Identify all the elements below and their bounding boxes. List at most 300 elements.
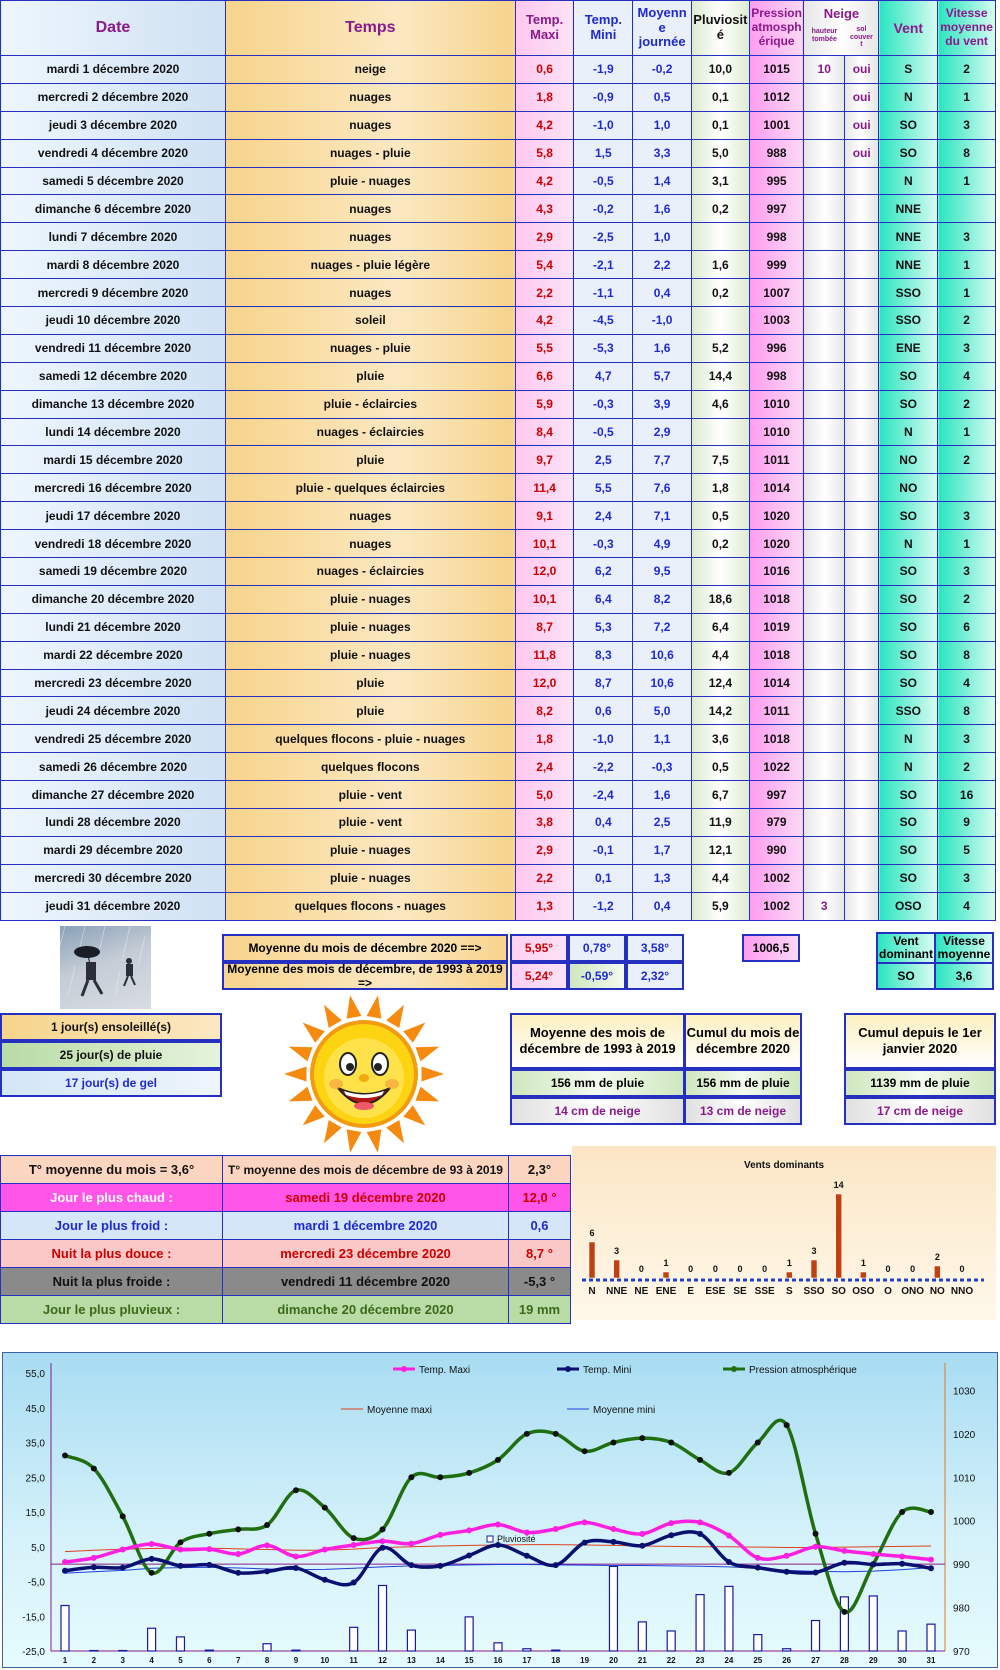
cell-neige-hauteur [804, 167, 845, 195]
cell-temp-min: -1,1 [574, 279, 633, 307]
cell-neige-hauteur [804, 836, 845, 864]
cell-neige-hauteur [804, 669, 845, 697]
cell-temp-moyenne: 1,0 [633, 223, 692, 251]
cell-neige-hauteur [804, 279, 845, 307]
series-point-pression [524, 1431, 530, 1437]
smiling-sun-illustration [282, 992, 446, 1156]
series-point-temp-mini [610, 1539, 616, 1545]
cell-pluviosite: 0,5 [692, 753, 750, 781]
jours-de-gel: 17 jour(s) de gel [0, 1069, 222, 1097]
rain-bar [869, 1596, 877, 1651]
cell-temps: pluie [225, 362, 515, 390]
cell-temp-min: -0,5 [574, 167, 633, 195]
moyenne-mois-min: 0,78° [568, 934, 626, 962]
cell-vitesse: 1 [938, 83, 996, 111]
cell-temp-max: 5,4 [515, 251, 574, 279]
series-point-temp-mini [264, 1568, 270, 1574]
header-vent: Vent [879, 1, 938, 56]
cell-neige-sol [844, 530, 878, 558]
series-point-pression [784, 1422, 790, 1428]
series-point-temp-mini [293, 1565, 299, 1571]
rain-bar [148, 1628, 156, 1651]
cell-temp-min: 5,5 [574, 474, 633, 502]
cell-pression: 1018 [749, 641, 804, 669]
cell-date: mercredi 16 décembre 2020 [1, 474, 226, 502]
x-tick-label: 8 [265, 1656, 270, 1665]
cell-temp-moyenne: 5,7 [633, 362, 692, 390]
wind-category-label: NO [930, 1286, 945, 1297]
cell-date: jeudi 17 décembre 2020 [1, 502, 226, 530]
cell-vitesse: 3 [938, 334, 996, 362]
cell-vitesse: 3 [938, 558, 996, 586]
rain-bar [407, 1630, 415, 1651]
cell-temp-min: -0,5 [574, 418, 633, 446]
cell-temp-max: 9,7 [515, 446, 574, 474]
series-point-pression [408, 1474, 414, 1480]
cell-neige-hauteur: 10 [804, 56, 845, 84]
moyenne-historique-max: 5,24° [510, 962, 568, 990]
wind-bar [811, 1260, 817, 1278]
cell-temp-min: -1,9 [574, 56, 633, 84]
series-point-temp-maxi [408, 1541, 414, 1547]
series-point-temp-mini [639, 1543, 645, 1549]
series-point-temp-maxi [553, 1526, 559, 1532]
x-tick-label: 19 [580, 1656, 589, 1665]
table-row [1, 669, 996, 697]
series-point-temp-mini [62, 1568, 68, 1574]
cell-pression: 1018 [749, 725, 804, 753]
cell-vitesse: 1 [938, 418, 996, 446]
wind-bar [786, 1272, 792, 1278]
cell-pression: 1002 [749, 892, 804, 920]
cell-neige-sol [844, 362, 878, 390]
wind-bar [663, 1272, 669, 1278]
wind-category-label: SE [733, 1286, 747, 1297]
cell-temp-moyenne: 1,4 [633, 167, 692, 195]
cell-temp-moyenne: 0,4 [633, 892, 692, 920]
moyenne-historique-label: Moyenne des mois de décembre, de 1993 à 2019 => [222, 962, 508, 990]
series-point-temp-mini [91, 1564, 97, 1570]
cell-neige-sol: oui [844, 83, 878, 111]
record-row [1, 1268, 571, 1296]
cell-temp-max: 4,2 [515, 111, 574, 139]
cell-date: lundi 14 décembre 2020 [1, 418, 226, 446]
cell-pression: 996 [749, 334, 804, 362]
x-tick-label: 14 [436, 1656, 445, 1665]
rain-bar [61, 1606, 69, 1651]
moyenne-historique-moy: 2,32° [626, 962, 684, 990]
table-row [1, 641, 996, 669]
series-point-temp-maxi [351, 1542, 357, 1548]
y-right-tick-label: 1020 [953, 1430, 976, 1441]
cell-pression: 1011 [749, 446, 804, 474]
wind-bar-label: 0 [688, 1264, 693, 1274]
table-row [1, 809, 996, 837]
wind-bar-label: 3 [811, 1246, 816, 1256]
cell-vitesse: 1 [938, 167, 996, 195]
cell-temp-moyenne: -1,0 [633, 307, 692, 335]
series-point-temp-maxi [639, 1531, 645, 1537]
cell-temp-moyenne: 9,5 [633, 558, 692, 586]
wind-category-label: SO [831, 1286, 846, 1297]
cell-temp-max: 8,2 [515, 697, 574, 725]
cell-pression: 1014 [749, 474, 804, 502]
cell-date: vendredi 18 décembre 2020 [1, 530, 226, 558]
wind-bar [614, 1260, 620, 1278]
y-left-tick-label: 5,0 [31, 1543, 45, 1554]
cell-temp-min: -2,2 [574, 753, 633, 781]
cell-temps: pluie - nuages [225, 585, 515, 613]
header-date: Date [1, 1, 226, 56]
cell-neige-hauteur [804, 362, 845, 390]
cell-neige-hauteur [804, 223, 845, 251]
cell-temps: nuages [225, 279, 515, 307]
cell-vitesse: 8 [938, 697, 996, 725]
cell-pression: 1002 [749, 864, 804, 892]
y-right-tick-label: 1010 [953, 1473, 976, 1484]
cell-temps: nuages - pluie légère [225, 251, 515, 279]
cell-neige-hauteur [804, 725, 845, 753]
cell-pluviosite: 4,6 [692, 390, 750, 418]
cell-vitesse: 1 [938, 279, 996, 307]
cell-pluviosite: 7,5 [692, 446, 750, 474]
cell-vent: SO [879, 558, 938, 586]
table-row [1, 251, 996, 279]
wind-bar-label: 0 [713, 1264, 718, 1274]
wind-bar-label: 0 [762, 1264, 767, 1274]
series-point-pression [495, 1457, 501, 1463]
series-point-temp-mini [697, 1531, 703, 1537]
cell-vitesse: 2 [938, 307, 996, 335]
wind-category-label: ENE [656, 1286, 677, 1297]
cell-neige-sol [844, 781, 878, 809]
cell-neige-sol [844, 725, 878, 753]
cell-neige-hauteur [804, 781, 845, 809]
rain-bar [609, 1566, 617, 1651]
series-point-pression [177, 1539, 183, 1545]
cell-temp-max: 11,8 [515, 641, 574, 669]
cell-temp-moyenne: 1,1 [633, 725, 692, 753]
cell-vent: SO [879, 613, 938, 641]
cell-temps: pluie - nuages [225, 864, 515, 892]
record-value: mercredi 23 décembre 2020 [223, 1240, 509, 1268]
cell-vent: NO [879, 446, 938, 474]
cell-neige-hauteur [804, 641, 845, 669]
series-point-temp-maxi [62, 1559, 68, 1565]
rain-bar [465, 1617, 473, 1651]
series-point-temp-maxi [726, 1533, 732, 1539]
cell-neige-sol [844, 809, 878, 837]
series-point-temp-maxi [149, 1541, 155, 1547]
cell-pluviosite: 10,0 [692, 56, 750, 84]
temperature-pressure-chart [2, 1352, 998, 1668]
record-label: Nuit la plus froide : [1, 1268, 223, 1296]
cell-temp-max: 2,9 [515, 836, 574, 864]
wind-category-label: ONO [901, 1286, 924, 1297]
cell-neige-sol [844, 558, 878, 586]
cell-temp-moyenne: 8,2 [633, 585, 692, 613]
series-point-pression [755, 1440, 761, 1446]
cell-date: mardi 1 décembre 2020 [1, 56, 226, 84]
header-temp-min: Temp. Mini [574, 1, 633, 56]
cell-vitesse: 3 [938, 223, 996, 251]
legend-label: Moyenne mini [593, 1405, 655, 1416]
cell-vent: N [879, 418, 938, 446]
cell-temp-max: 12,0 [515, 669, 574, 697]
cell-pression: 1012 [749, 83, 804, 111]
cell-date: samedi 19 décembre 2020 [1, 558, 226, 586]
series-point-temp-maxi [697, 1519, 703, 1525]
series-point-temp-mini [841, 1560, 847, 1566]
cell-date: mardi 8 décembre 2020 [1, 251, 226, 279]
cell-neige-sol [844, 418, 878, 446]
cell-vent: N [879, 530, 938, 558]
series-point-pression [120, 1513, 126, 1519]
cell-temp-min: -2,5 [574, 223, 633, 251]
cell-temp-max: 2,2 [515, 279, 574, 307]
record-label: T° moyenne du mois = 3,6° [1, 1156, 223, 1184]
series-point-temp-mini [408, 1562, 414, 1568]
cell-vent: N [879, 753, 938, 781]
cell-temp-moyenne: 0,4 [633, 279, 692, 307]
rain-bar [898, 1631, 906, 1651]
x-tick-label: 4 [149, 1656, 154, 1665]
wind-category-label: NNO [951, 1286, 973, 1297]
header-pluviosite: Pluviosit é [692, 1, 750, 56]
x-tick-label: 13 [407, 1656, 416, 1665]
table-row [1, 139, 996, 167]
table-row [1, 195, 996, 223]
legend-label: Pression atmosphérique [749, 1365, 857, 1376]
series-point-temp-maxi [899, 1553, 905, 1559]
cell-temps: soleil [225, 307, 515, 335]
wind-chart [572, 1146, 996, 1320]
wind-bar [860, 1272, 866, 1278]
cell-temp-max: 10,1 [515, 585, 574, 613]
cell-neige-sol [844, 223, 878, 251]
series-point-temp-mini [351, 1580, 357, 1586]
cell-pression: 1016 [749, 558, 804, 586]
cell-pluviosite: 11,9 [692, 809, 750, 837]
series-point-temp-maxi [841, 1548, 847, 1554]
cell-temp-max: 5,9 [515, 390, 574, 418]
cell-temp-moyenne: -0,3 [633, 753, 692, 781]
cell-temp-moyenne: 1,6 [633, 334, 692, 362]
cell-temp-moyenne: 3,3 [633, 139, 692, 167]
series-point-pression [437, 1474, 443, 1480]
wind-category-label: NE [634, 1286, 648, 1297]
cell-pression: 997 [749, 781, 804, 809]
table-row [1, 418, 996, 446]
cell-date: lundi 21 décembre 2020 [1, 613, 226, 641]
cell-temps: neige [225, 56, 515, 84]
cell-temp-moyenne: 2,2 [633, 251, 692, 279]
record-row [1, 1212, 571, 1240]
cell-vitesse: 4 [938, 669, 996, 697]
cell-temp-min: -5,3 [574, 334, 633, 362]
cell-temp-max: 0,6 [515, 56, 574, 84]
series-point-pression [293, 1487, 299, 1493]
cell-neige-hauteur [804, 613, 845, 641]
cell-temp-max: 4,3 [515, 195, 574, 223]
table-row [1, 56, 996, 84]
cell-neige-hauteur [804, 585, 845, 613]
cell-pression: 1019 [749, 613, 804, 641]
cell-pression: 998 [749, 362, 804, 390]
cell-neige-sol [844, 864, 878, 892]
cell-neige-sol [844, 390, 878, 418]
cell-pluviosite: 0,5 [692, 502, 750, 530]
cell-date: jeudi 31 décembre 2020 [1, 892, 226, 920]
cell-temp-max: 2,4 [515, 753, 574, 781]
cell-neige-sol [844, 697, 878, 725]
table-row [1, 781, 996, 809]
cell-vitesse: 16 [938, 781, 996, 809]
record-number: 8,7 ° [509, 1240, 571, 1268]
cell-temp-moyenne: 7,1 [633, 502, 692, 530]
cell-temp-min: 6,2 [574, 558, 633, 586]
table-row [1, 279, 996, 307]
cell-vitesse: 6 [938, 613, 996, 641]
cell-temp-moyenne: 1,7 [633, 836, 692, 864]
cell-temps: nuages [225, 111, 515, 139]
cell-temps: pluie - vent [225, 781, 515, 809]
cell-neige-hauteur [804, 334, 845, 362]
series-point-pression [841, 1609, 847, 1615]
x-tick-label: 15 [465, 1656, 474, 1665]
cell-temps: pluie - vent [225, 809, 515, 837]
cell-temp-min: -1,2 [574, 892, 633, 920]
cell-pluviosite [692, 558, 750, 586]
rain-bar [523, 1649, 531, 1651]
cell-vitesse: 2 [938, 753, 996, 781]
cell-neige-hauteur [804, 864, 845, 892]
cell-temp-min: 0,1 [574, 864, 633, 892]
series-point-temp-maxi [870, 1551, 876, 1557]
cell-pression: 1010 [749, 418, 804, 446]
jours-ensoleilles: 1 jour(s) ensoleillé(s) [0, 1013, 222, 1041]
rain-bar [292, 1650, 300, 1651]
cell-temp-max: 6,6 [515, 362, 574, 390]
y-right-tick-label: 990 [953, 1560, 970, 1571]
series-point-pression [639, 1435, 645, 1441]
cell-temp-moyenne: 1,3 [633, 864, 692, 892]
cell-vitesse [938, 474, 996, 502]
cell-neige-sol [844, 836, 878, 864]
legend-label: Pluviosité [497, 1534, 536, 1544]
cell-date: samedi 12 décembre 2020 [1, 362, 226, 390]
wind-category-label: ESE [705, 1286, 725, 1297]
header-temps: Temps [225, 1, 515, 56]
cell-vent: OSO [879, 892, 938, 920]
rain-bar [263, 1644, 271, 1651]
cell-pression: 990 [749, 836, 804, 864]
cell-temp-moyenne: 2,9 [633, 418, 692, 446]
cell-temp-moyenne: -0,2 [633, 56, 692, 84]
cell-temp-moyenne: 1,0 [633, 111, 692, 139]
cell-vent: N [879, 83, 938, 111]
cell-temp-moyenne: 2,5 [633, 809, 692, 837]
cell-temp-min: 6,4 [574, 585, 633, 613]
table-row [1, 613, 996, 641]
series-point-pression [264, 1522, 270, 1528]
cell-vent: SSO [879, 697, 938, 725]
y-right-tick-label: 1030 [953, 1386, 976, 1397]
wind-bar-label: 3 [614, 1246, 619, 1256]
cell-pression: 1022 [749, 753, 804, 781]
cell-temp-max: 2,2 [515, 864, 574, 892]
cell-vent: ENE [879, 334, 938, 362]
series-point-pression [235, 1526, 241, 1532]
cell-temp-min: -1,0 [574, 725, 633, 753]
table-row [1, 502, 996, 530]
series-point-temp-maxi [813, 1544, 819, 1550]
cell-pluviosite: 0,2 [692, 195, 750, 223]
cell-temps: pluie - éclaircies [225, 390, 515, 418]
cell-temp-max: 10,1 [515, 530, 574, 558]
cell-temp-min: 2,4 [574, 502, 633, 530]
wind-bar-label: 1 [787, 1258, 792, 1268]
cell-vent: N [879, 725, 938, 753]
wind-chart-title: Vents dominants [744, 1160, 824, 1171]
table-row [1, 725, 996, 753]
cell-date: samedi 26 décembre 2020 [1, 753, 226, 781]
cell-vent: NNE [879, 195, 938, 223]
cell-temp-max: 1,8 [515, 725, 574, 753]
x-tick-label: 12 [378, 1656, 387, 1665]
cell-temps: pluie - quelques éclaircies [225, 474, 515, 502]
cell-neige-hauteur [804, 446, 845, 474]
wind-bar [836, 1194, 842, 1278]
series-point-temp-mini [899, 1561, 905, 1567]
rain-bar [552, 1650, 560, 1651]
vitesse-moyenne-header: Vitesse moyenne [934, 932, 994, 964]
cell-neige-sol [844, 474, 878, 502]
cell-temps: quelques flocons [225, 753, 515, 781]
wind-category-label: NNE [606, 1286, 627, 1297]
cell-date: dimanche 13 décembre 2020 [1, 390, 226, 418]
legend-label: Moyenne maxi [367, 1405, 432, 1416]
cell-neige-sol [844, 892, 878, 920]
jours-de-pluie: 25 jour(s) de pluie [0, 1041, 222, 1069]
series-point-pression [697, 1457, 703, 1463]
cell-temps: nuages [225, 502, 515, 530]
y-left-tick-label: 55,0 [26, 1369, 46, 1380]
record-label: Jour le plus froid : [1, 1212, 223, 1240]
wind-bar [589, 1242, 595, 1278]
cell-neige-sol: oui [844, 139, 878, 167]
series-point-temp-maxi [755, 1555, 761, 1561]
table-row [1, 83, 996, 111]
cell-date: vendredi 25 décembre 2020 [1, 725, 226, 753]
cell-temp-max: 3,8 [515, 809, 574, 837]
header-vitesse: Vitesse moyenne du vent [938, 1, 996, 56]
record-value: mardi 1 décembre 2020 [223, 1212, 509, 1240]
cell-vent: SO [879, 641, 938, 669]
cell-pression: 1011 [749, 697, 804, 725]
cell-date: dimanche 27 décembre 2020 [1, 781, 226, 809]
cell-temp-min: -4,5 [574, 307, 633, 335]
record-label: Jour le plus pluvieux : [1, 1296, 223, 1324]
series-point-temp-maxi [177, 1547, 183, 1553]
series-point-pression [466, 1470, 472, 1476]
cell-temps: quelques flocons - pluie - nuages [225, 725, 515, 753]
wind-bar-label: 1 [861, 1258, 866, 1268]
series-point-pression [62, 1453, 68, 1459]
cell-temp-moyenne: 1,6 [633, 195, 692, 223]
y-right-tick-label: 970 [953, 1647, 970, 1658]
x-tick-label: 30 [898, 1656, 907, 1665]
